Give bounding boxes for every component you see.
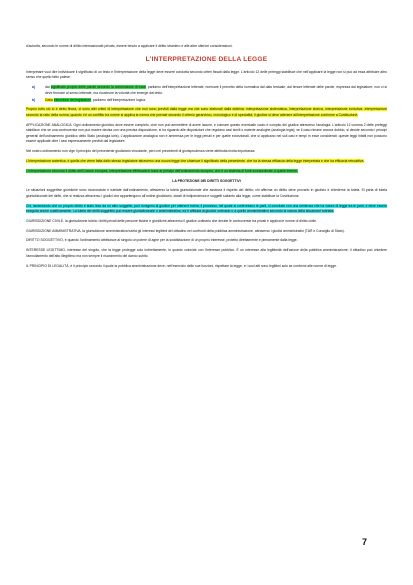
paragraph-precedent: Nel nostro ordinamento non vige il principio del precedente giudiziario vincolante, però nei precedenti di giurisprudenza viene attribuita molta importanza. bbox=[26, 149, 256, 154]
paragraph-legality-principle: IL PRINCIPIO DI LEGALITÀ, è il principio secondo il quale la pubblica amministrazione deve, nell'esercizio delle sue funzioni, rispettare la legge, e i suoi atti sono legittimi solo se conformi alle norme di legge. bbox=[26, 263, 337, 268]
intro-paragraph: d'autorità, secondo le norme di diritto internazionale privato, essere tenuto a applicare il diritto straniero e alle altre ulteriori considerazioni. bbox=[26, 44, 233, 48]
highlight-literal: significato proprio delle parole secondo la connessione di esse bbox=[50, 84, 146, 89]
interpretation-criteria-list bbox=[26, 85, 387, 103]
paragraph-process: Chi, lamentando che un proprio diritto è stato leso da un altro soggetto, può rivolgersi al giudice per ottenere tutela; il processo, nel quale si confrontano le parti, si conclude con una sentenza che ha valore di legge tra le parti, e deve essere eseguita anche coattivamente. La tutela dei diritti soggettivi può essere giurisdizionale o amministrativa, ed è affidata al giudice ordinario o a quello amministrativo secondo la natura della situazione tutelata. bbox=[26, 203, 387, 214]
list-marker: b) bbox=[32, 97, 36, 102]
paragraph-eu-interpretation: L'interpretazione secondo il diritto dell'Unione europea, interpretazione effettuata in base ai principi dell'ordinamento europeo, che è un sistema di fonti sovraordinate a quelle interne. bbox=[26, 168, 298, 173]
list-item bbox=[26, 98, 387, 104]
list-item-lead: Dalla bbox=[45, 97, 53, 102]
list-item-lead: dal bbox=[45, 84, 50, 89]
section-title: LA PROTEZIONE DEI DIRITTI SOGGETTIVI bbox=[172, 178, 241, 183]
paragraph-civil-jurisdiction: GIURISDIZIONE CIVILE, la giurisdizione tutela i diritti privati delle persone fisiche e giuridiche attraverso il giudice ordinario che decide le controversie tra privati e applica le norme di diritto civile. bbox=[26, 218, 317, 223]
highlight-logic: intenzione del legislatore bbox=[53, 97, 92, 102]
list-item-text: , parliamo dell'interpretazione letterale, ricercare il precetto della normativa dal dato testuale, dal tenore letterale delle parole, espressa dal legislatore; non ci si deve fermare al senso letterale, ma ricostruire la volontà che emerge dal testo. bbox=[45, 84, 387, 95]
paragraph-definition: Interpretare vuol dire individuare il significato di un testo e l'interpretazione della legge deve essere condotta secondo criteri fissati dalla legge. L'articolo 12 delle preleggi stabilisce che nell'applicare la legge non si può ad essa attribuire altro senso che quello fatto palese: bbox=[26, 69, 387, 80]
list-item-text: , parliamo dell'interpretazione logica. bbox=[91, 97, 146, 102]
page-title: L'INTERPRETAZIONE DELLA LEGGE bbox=[145, 55, 268, 63]
paragraph-other-criteria: Proprio tutto ciò si è detto finora, ci sono altri criteri di interpretazione che non sono previsti dalla legge ma che sono elaborati dalla dottrina: interpretazione sistematica, interpretazione storica, interpretazione evolutiva, interpretazione secondo la ratio della norma; quando c'è un conflitto tra norme si applica la norma che prevale secondo il criterio gerarchico, cronologico e di specialità; il giudice si deve attenere all'interpretazione conforme a Costituzione. bbox=[26, 107, 387, 117]
paragraph-jurisdictional-protection: Le situazioni soggettive giuridiche sono riconosciute e tutelate dall'ordinamento, attraverso la tutela giurisdizionale che assicura il rispetto del diritto; chi afferma un diritto deve provarlo in giudizio e chiederne la tutela. Si parla di tutela giurisdizionale dei diritti, che si realizza attraverso i giudici che appartengono all'ordine giudiziario, dotati di indipendenza e soggetti soltanto alla legge, come stabilisce la Costituzione. bbox=[26, 188, 387, 198]
list-item bbox=[26, 85, 387, 96]
paragraph-subjective-right: DIRITTO SOGGETTIVO, è quando l'ordinamento attribuisce al singolo un potere di agire per la soddisfazione di un proprio interesse, protetto direttamente e pienamente dalla legge. bbox=[26, 238, 298, 243]
page-number: 7 bbox=[361, 537, 367, 547]
paragraph-administrative-jurisdiction: GIURISDIZIONE AMMINISTRATIVA, la giurisdizione amministrativa tutela gli interessi legittimi del cittadino nei confronti della pubblica amministrazione, attraverso i giudici amministrativi (TAR e Consiglio di Stato). bbox=[26, 228, 345, 233]
list-marker: a) bbox=[32, 84, 36, 89]
paragraph-authentic-interpretation: L'interpretazione autentica, è quella che viene fatta dallo stesso legislatore attraverso una nuova legge che chiarisce il significato della precedente, che ha la stessa efficacia della legge interpretata e che ha efficacia retroattiva. bbox=[26, 158, 365, 163]
paragraph-legitimate-interest: INTERESSE LEGITTIMO, interesse del singolo, che la legge protegge solo indirettamente, in quanto coincide con l'interesse pubblico. È un interesse alla legittimità dell'azione della pubblica amministrazione; il cittadino può chiedere l'annullamento dell'atto illegittimo ma non sempre il risarcimento del danno subito. bbox=[26, 248, 387, 258]
paragraph-analogy: APPLICAZIONE ANALOGICA: Ogni ordinamento giuridico deve essere completo, cioè non può ammettere di avere lacune, e colmare questo eventuale vuoto è compito del giudice attraverso l'analogia. L'articolo 12 comma 2 delle preleggi stabilisce che se una controversia non può essere decisa con una precisa disposizione, si ha riguardo alle disposizioni che regolano casi simili o materie analoghe (analogia legis); se il caso rimane ancora dubbio, si decide secondo i principi generali dell'ordinamento giuridico dello Stato (analogia iuris). L'applicazione analogica non è ammessa per le leggi penali e per quelle eccezionali, che si applicano nei soli casi e tempi in esse considerati; queste leggi infatti non possono essere applicate oltre i casi espressamente previsti dal legislatore. bbox=[26, 122, 387, 144]
